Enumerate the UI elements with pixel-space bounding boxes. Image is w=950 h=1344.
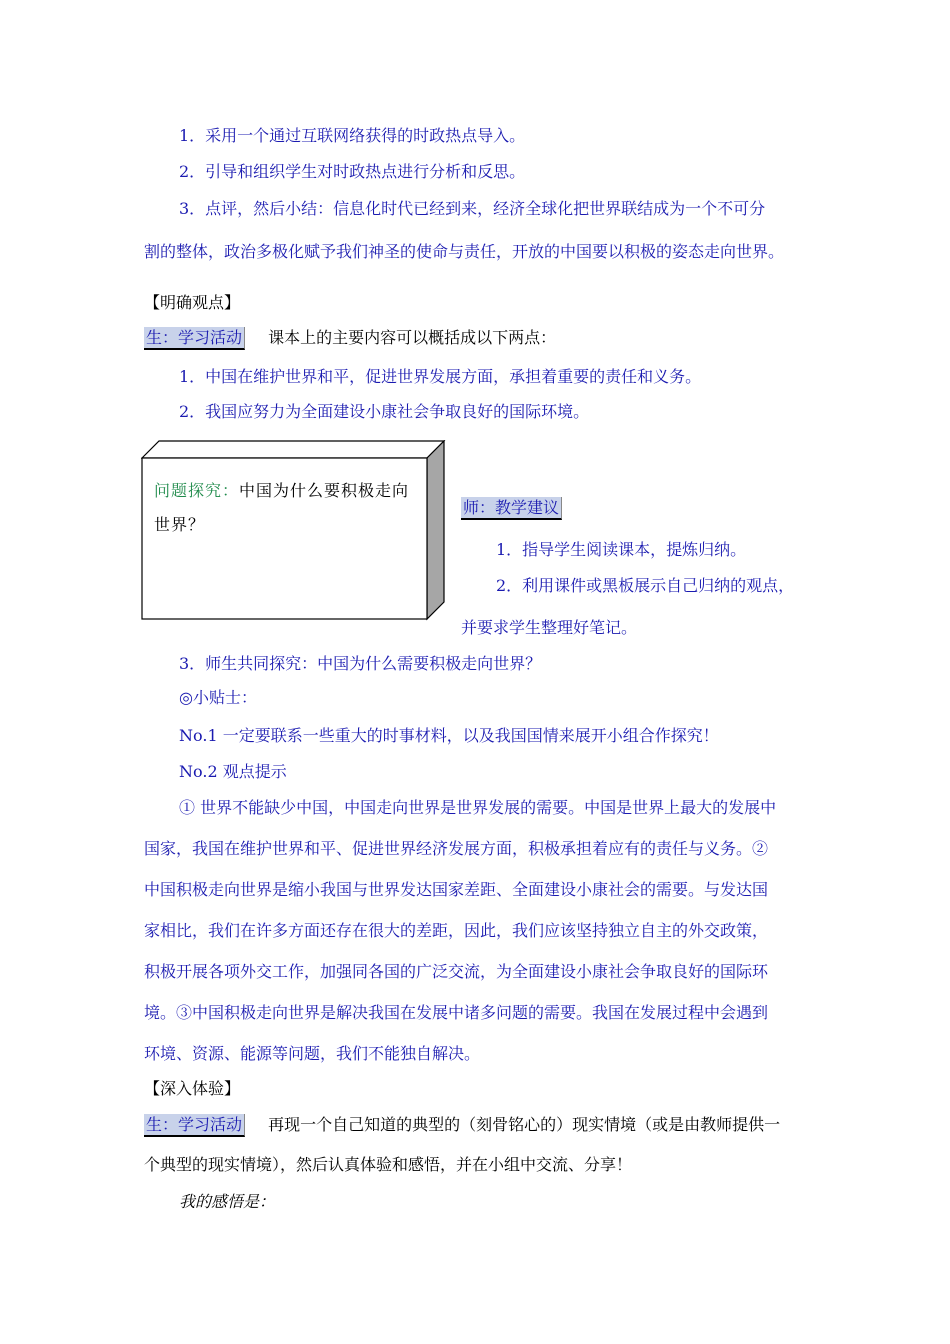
student-activity-tag: 生：学习活动: [144, 1114, 245, 1137]
teacher-item-2-line2: 并要求学生整理好笔记。: [461, 618, 638, 637]
experience-text-line2: 个典型的现实情境），然后认真体验和感悟，并在小组中交流、分享！: [144, 1155, 633, 1174]
section-heading-viewpoints: 【明确观点】: [144, 293, 241, 312]
section-heading-experience: 【深入体验】: [144, 1079, 241, 1098]
viewpoint-hint-line: 家相比，我们在许多方面还存在很大的差距，因此，我们应该坚持独立自主的外交政策，: [144, 921, 769, 940]
experience-text-line1: 再现一个自己知道的典型的（刻骨铭心的）现实情境（或是由教师提供一: [268, 1115, 781, 1134]
intro-item-3-line2: 割的整体，政治多极化赋予我们神圣的使命与责任，开放的中国要以积极的姿态走向世界。: [144, 242, 785, 261]
teacher-item-2-line1: 2．利用课件或黑板展示自己归纳的观点，: [496, 576, 795, 595]
viewpoint-hint-line: 中国积极走向世界是缩小我国与世界发达国家差距、全面建设小康社会的需要。与发达国: [144, 880, 769, 899]
viewpoint-1: 1．中国在维护世界和平，促进世界发展方面，承担着重要的责任和义务。: [179, 367, 702, 386]
viewpoint-2: 2．我国应努力为全面建设小康社会争取良好的国际环境。: [179, 402, 590, 421]
tip-no1: No.1 一定要联系一些重大的时事材料，以及我国国情来展开小组合作探究！: [179, 726, 719, 745]
intro-item-2: 2．引导和组织学生对时政热点进行分析和反思。: [179, 162, 526, 181]
intro-item-1: 1．采用一个通过互联网络获得的时政热点导入。: [179, 126, 526, 145]
student-activity-row-1: [144, 327, 556, 349]
viewpoint-hint-line: 境。③中国积极走向世界是解决我国在发展中诸多问题的需要。我国在发展过程中会遇到: [144, 1003, 769, 1022]
inquiry-question: 中国为什么要积极走向世界？: [154, 481, 410, 534]
viewpoint-hint-line: ① 世界不能缺少中国，中国走向世界是世界发展的需要。中国是世界上最大的发展中: [179, 798, 777, 817]
viewpoint-hint-line: 环境、资源、能源等问题，我们不能独自解决。: [144, 1044, 481, 1063]
viewpoint-hint-line: 国家，我国在维护世界和平、促进世界经济发展方面，积极承担着应有的责任与义务。②: [144, 839, 769, 858]
teacher-item-1: 1．指导学生阅读课本，提炼归纳。: [496, 540, 747, 559]
tips-title: ◎小贴士：: [179, 688, 257, 707]
intro-item-3-line1: 3．点评，然后小结：信息化时代已经到来，经济全球化把世界联结成为一个不可分: [179, 199, 766, 218]
teacher-suggestion-tag: 师：教学建议: [461, 497, 562, 520]
teacher-suggestion-row: [461, 497, 562, 519]
explore-item-3: 3．师生共同探究：中国为什么需要积极走向世界？: [179, 654, 542, 673]
inquiry-box-text: [154, 474, 419, 542]
inquiry-label: 问题探究：: [154, 481, 240, 500]
student-activity-row-2: [144, 1114, 780, 1136]
tip-no2: No.2 观点提示: [179, 762, 287, 781]
student-activity-tag: 生：学习活动: [144, 327, 245, 350]
viewpoint-hint-line: 积极开展各项外交工作，加强同各国的广泛交流，为全面建设小康社会争取良好的国际环: [144, 962, 769, 981]
my-feeling-prompt: 我的感悟是：: [179, 1192, 276, 1211]
student-activity-text: 课本上的主要内容可以概括成以下两点：: [268, 328, 557, 347]
